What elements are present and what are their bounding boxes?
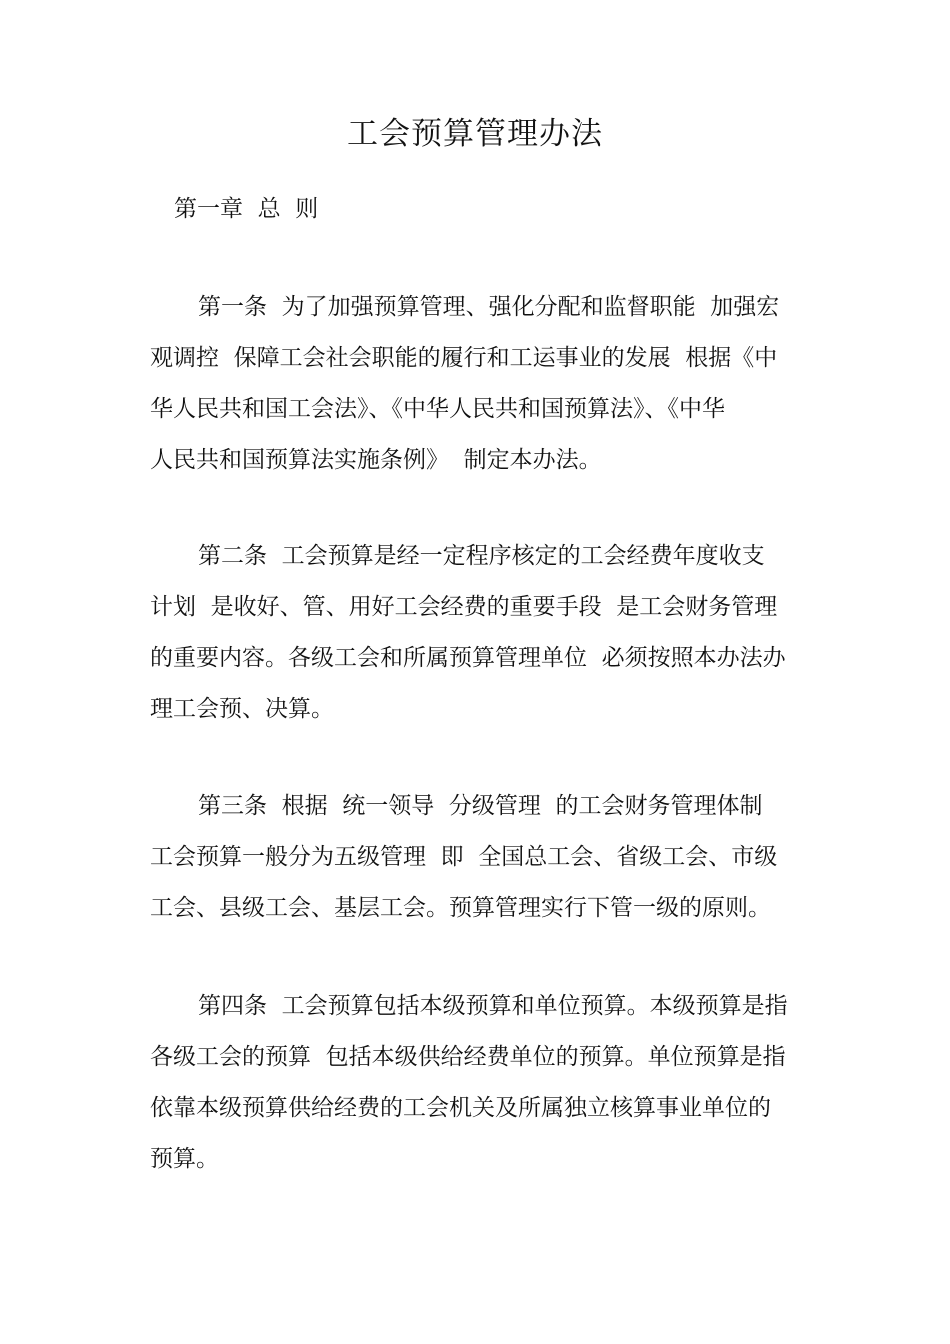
paragraph-line: 第一条 为了加强预算管理、强化分配和监督职能 加强宏 [198,294,780,320]
chapter-heading: 第一章 总 则 [174,196,319,222]
paragraph-line: 第二条 工会预算是经一定程序核定的工会经费年度收支 [198,543,765,569]
paragraph-line: 第三条 根据 统一领导 分级管理 的工会财务管理体制 [198,793,763,819]
paragraph-line: 工会预算一般分为五级管理 即 全国总工会、省级工会、市级 [150,844,778,870]
paragraph-line: 观调控 保障工会社会职能的履行和工运事业的发展 根据《中 [150,345,778,371]
paragraph-line: 的重要内容。各级工会和所属预算管理单位 必须按照本办法办 [150,645,786,671]
article-4-paragraph [150,981,805,1185]
paragraph-line: 第四条 工会预算包括本级预算和单位预算。本级预算是指 [198,993,788,1019]
paragraph-line: 依靠本级预算供给经费的工会机关及所属独立核算事业单位的 [150,1095,771,1121]
article-2-paragraph [150,531,805,735]
article-1-paragraph [150,282,805,486]
article-3-paragraph [150,781,805,934]
paragraph-line: 预算。 [150,1146,219,1172]
paragraph-line: 计划 是收好、管、用好工会经费的重要手段 是工会财务管理 [150,594,778,620]
document-title: 工会预算管理办法 [347,116,603,152]
paragraph-line: 各级工会的预算 包括本级供给经费单位的预算。单位预算是指 [150,1044,786,1070]
paragraph-line: 工会、县级工会、基层工会。预算管理实行下管一级的原则。 [150,895,771,921]
paragraph-line: 理工会预、决算。 [150,696,334,722]
paragraph-line: 华人民共和国工会法》、《中华人民共和国预算法》、《中华 [150,396,725,422]
paragraph-line: 人民共和国预算法实施条例》 制定本办法。 [150,447,602,473]
